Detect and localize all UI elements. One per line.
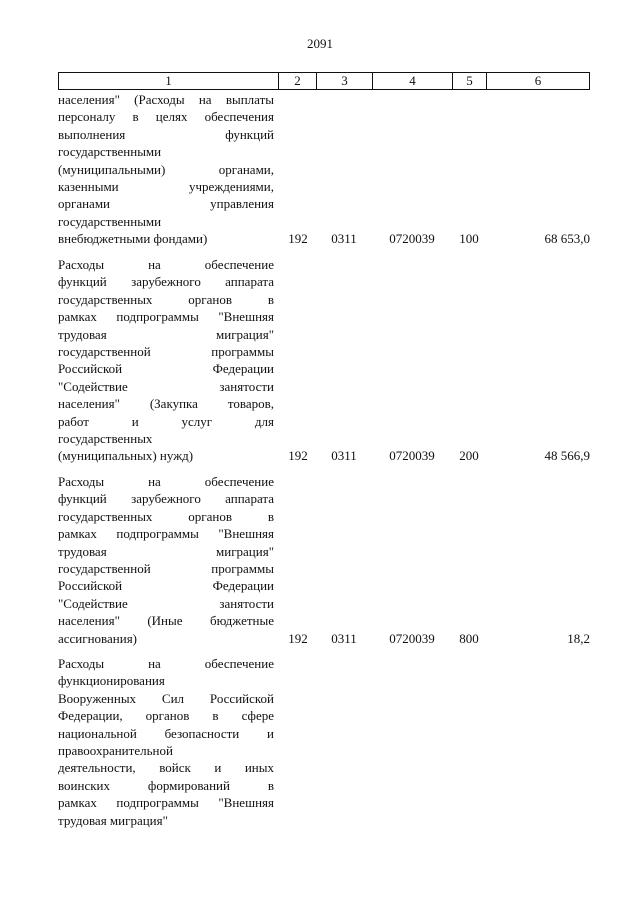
description-line: населения" (Иные бюджетные xyxy=(58,613,274,629)
cell-c5: 200 xyxy=(459,448,479,464)
description-line: государственными xyxy=(58,144,162,160)
cell-c3: 0311 xyxy=(331,231,357,247)
description-line: "Содействие занятости xyxy=(58,378,274,394)
description-line: Расходы на обеспечение xyxy=(58,474,274,489)
description-line: деятельности, войск и иных xyxy=(58,760,274,776)
description-line: функционирования xyxy=(58,673,165,689)
description-line: государственной программы xyxy=(58,344,274,360)
description-line: Российской Федерации xyxy=(58,578,274,594)
cell-c4: 0720039 xyxy=(389,231,435,247)
description-line: "Содействие занятости xyxy=(58,595,274,611)
description-line: государственных органов в xyxy=(58,291,274,307)
description-line: государственной программы xyxy=(58,561,274,577)
column-header-3: 3 xyxy=(317,73,373,89)
description-line: ассигнования) xyxy=(58,630,138,646)
description-line: трудовая миграция" xyxy=(58,812,168,828)
description-line: (муниципальных) нужд) xyxy=(58,448,194,464)
description-line: Расходы на обеспечение xyxy=(58,656,274,671)
row-description xyxy=(58,256,274,465)
description-line: внебюджетными фондами) xyxy=(58,231,208,247)
description-line: правоохранительной xyxy=(58,743,173,759)
column-header-1: 1 xyxy=(59,73,279,89)
description-line: трудовая миграция" xyxy=(58,326,274,342)
description-line: национальной безопасности и xyxy=(58,725,274,741)
description-line: (муниципальными) органами, xyxy=(58,161,274,177)
cell-c3: 0311 xyxy=(331,448,357,464)
description-line: казенными учреждениями, xyxy=(58,179,274,195)
description-line: выполнения функций xyxy=(58,126,274,142)
description-line: рамках подпрограммы "Внешняя xyxy=(58,795,274,811)
cell-c6: 68 653,0 xyxy=(544,231,590,247)
description-line: персоналу в целях обеспечения xyxy=(58,109,274,125)
description-line: функций зарубежного аппарата xyxy=(58,491,274,507)
description-line: рамках подпрограммы "Внешняя xyxy=(58,526,274,542)
column-header-2: 2 xyxy=(279,73,317,89)
cell-c3: 0311 xyxy=(331,630,357,646)
description-line: Российской Федерации xyxy=(58,361,274,377)
cell-c5: 800 xyxy=(459,630,479,646)
cell-c5: 100 xyxy=(459,231,479,247)
description-line: Федерации, органов в сфере xyxy=(58,708,274,724)
description-line: населения" (Расходы на выплаты xyxy=(58,92,274,107)
cell-c4: 0720039 xyxy=(389,448,435,464)
row-description xyxy=(58,473,274,647)
description-line: населения" (Закупка товаров, xyxy=(58,396,274,412)
description-line: государственными xyxy=(58,213,162,229)
column-header-4: 4 xyxy=(373,73,453,89)
page-number: 2091 xyxy=(307,36,333,51)
description-line: органами управления xyxy=(58,196,274,212)
description-line: функций зарубежного аппарата xyxy=(58,274,274,290)
description-line: воинских формирований в xyxy=(58,777,274,793)
row-description xyxy=(58,655,274,829)
table-header xyxy=(58,72,590,90)
description-line: трудовая миграция" xyxy=(58,543,274,559)
description-line: государственных xyxy=(58,431,153,447)
description-line: Расходы на обеспечение xyxy=(58,257,274,272)
column-header-5: 5 xyxy=(453,73,487,89)
cell-c2: 192 xyxy=(288,630,308,646)
cell-c2: 192 xyxy=(288,448,308,464)
description-line: государственных органов в xyxy=(58,508,274,524)
cell-c6: 48 566,9 xyxy=(544,448,590,464)
description-line: Вооруженных Сил Российской xyxy=(58,690,274,706)
description-line: рамках подпрограммы "Внешняя xyxy=(58,309,274,325)
cell-c2: 192 xyxy=(288,231,308,247)
cell-c6: 18,2 xyxy=(567,630,590,646)
row-description xyxy=(58,91,274,248)
column-header-6: 6 xyxy=(534,73,542,88)
cell-c4: 0720039 xyxy=(389,630,435,646)
description-line: работ и услуг для xyxy=(58,413,274,429)
